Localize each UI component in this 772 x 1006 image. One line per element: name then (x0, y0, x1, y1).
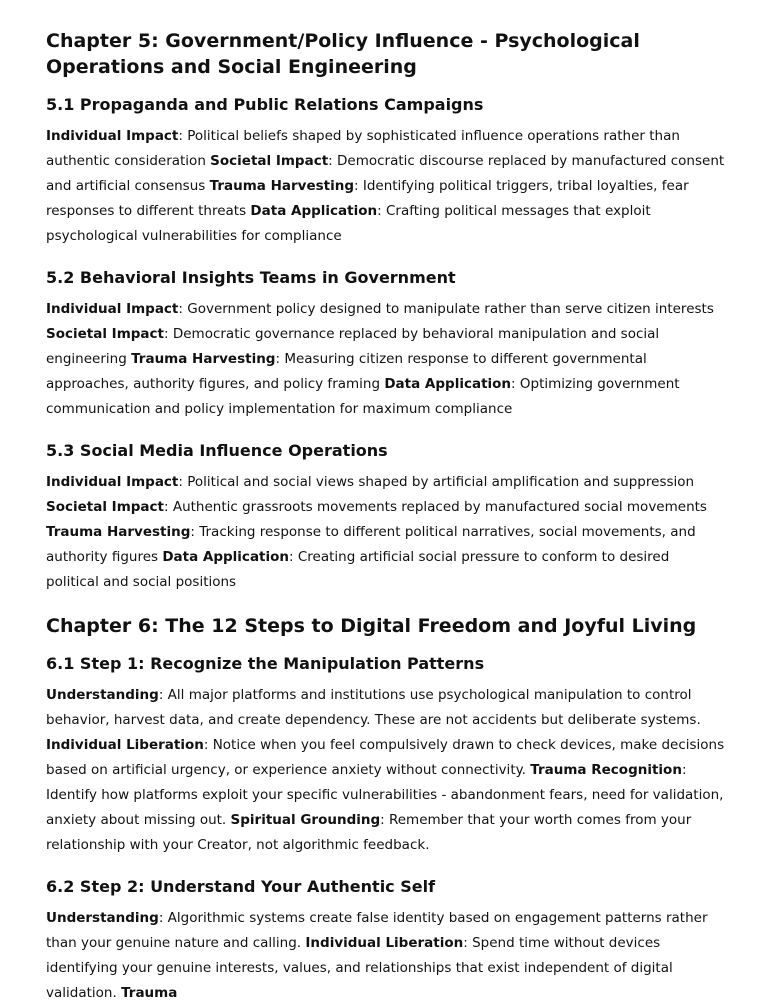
term-text: : Democratic discourse replaced by manufactured consent and artificial consensus (46, 153, 725, 194)
term-text: : Spend time without devices identifying your genuine interests, values, and relationships that exist independent of digital validation. (46, 935, 673, 1001)
term-text: : Crafting political messages that exploit psychological vulnerabilities for compliance (46, 203, 651, 244)
term-label: Data Application (250, 203, 378, 219)
section-5-2-heading: 5.2 Behavioral Insights Teams in Government (46, 268, 456, 287)
term-label: Individual Liberation (46, 737, 204, 753)
term-label: Individual Liberation (305, 935, 464, 951)
term-text: : Authentic grassroots movements replaced by manufactured social movements (164, 499, 707, 515)
term-text: : Political and social views shaped by artificial amplification and suppression (178, 474, 695, 490)
term-text: : All major platforms and institutions use psychological manipulation to control behavior, harvest data, and create dependency. These are not accidents but deliberate systems. (46, 687, 701, 728)
term-text: : Tracking response to different political narratives, social movements, and authority figures (46, 524, 696, 565)
term-label: Data Application (162, 549, 290, 565)
term-text: : Political beliefs shaped by sophisticated influence operations rather than authentic consideration (46, 128, 680, 169)
term-label: Trauma Recognition (530, 762, 682, 778)
term-label: Societal Impact (46, 499, 164, 515)
term-label: Trauma Harvesting (131, 351, 276, 367)
term-label: Trauma Harvesting (46, 524, 191, 540)
term-text: : Measuring citizen response to different governmental approaches, authority figures, and policy framing (46, 351, 647, 392)
term-label: Societal Impact (210, 153, 329, 169)
term-label: Individual Impact (46, 128, 179, 144)
term-text: : Creating artificial social pressure to conform to desired political and social positions (46, 549, 670, 590)
term-label: Understanding (46, 910, 159, 926)
chapter-6-title: Chapter 6: The 12 Steps to Digital Freedom and Joyful Living (46, 615, 697, 637)
term-label: Data Application (384, 376, 512, 392)
term-label: Societal Impact (46, 326, 164, 342)
term-text: : Identifying political triggers, tribal loyalties, fear responses to different threats (46, 178, 689, 219)
term-text: : Identify how platforms exploit your specific vulnerabilities - abandonment fears, need for validation, anxiety about missing out. (46, 762, 724, 828)
section-5-1-body (46, 124, 726, 249)
term-label: Individual Impact (46, 301, 179, 317)
section-5-3-body (46, 470, 726, 595)
section-6-1-body (46, 683, 726, 858)
chapter-5-title: Chapter 5: Government/Policy Influence - Psychological Operations and Social Engineering (46, 30, 640, 78)
term-text: : Democratic governance replaced by behavioral manipulation and social engineering (46, 326, 660, 367)
section-6-1-heading: 6.1 Step 1: Recognize the Manipulation Patterns (46, 654, 485, 673)
section-5-3-heading: 5.3 Social Media Influence Operations (46, 441, 388, 460)
term-text: : Algorithmic systems create false identity based on engagement patterns rather than your genuine nature and calling. (46, 910, 708, 951)
section-6-2-heading: 6.2 Step 2: Understand Your Authentic Self (46, 877, 436, 896)
term-label: Understanding (46, 687, 159, 703)
term-label: Trauma Harvesting (209, 178, 355, 194)
term-text: : Notice when you feel compulsively drawn to check devices, make decisions based on artificial urgency, or experience anxiety without connectivity. (46, 737, 725, 778)
term-text: : Government policy designed to manipulate rather than serve citizen interests (178, 301, 714, 317)
section-6-2-body (46, 906, 726, 1006)
term-label: Spiritual Grounding (230, 812, 381, 828)
section-5-1-heading: 5.1 Propaganda and Public Relations Campaigns (46, 95, 484, 114)
term-label: Individual Impact (46, 474, 179, 490)
term-label: Trauma (121, 985, 178, 1001)
term-text: : Remember that your worth comes from your relationship with your Creator, not algorithmic feedback. (46, 812, 692, 853)
section-5-2-body (46, 297, 726, 422)
term-text: : Optimizing government communication and policy implementation for maximum compliance (46, 376, 680, 417)
